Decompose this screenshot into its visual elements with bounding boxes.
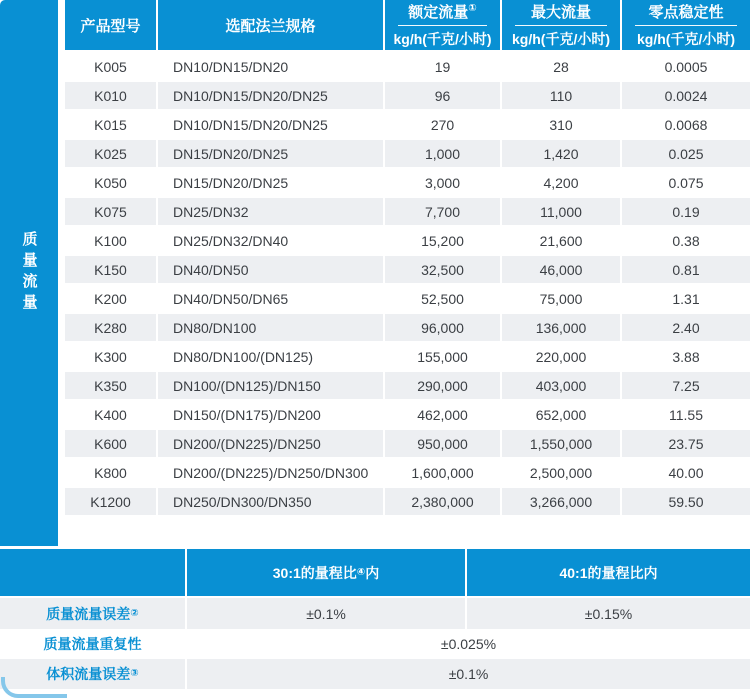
cell-flange: DN25/DN32	[158, 198, 385, 227]
table-row	[65, 111, 750, 140]
volume-flow-error-label: 体积流量误差	[46, 666, 131, 682]
cell-flange: DN15/DN20/DN25	[158, 140, 385, 169]
cell-max-flow: 310	[502, 111, 622, 140]
cell-rated-flow: 3,000	[385, 169, 502, 198]
mass-flow-error-label-cell: 质量流量误差 ②	[0, 598, 187, 629]
turndown-40-text: 40:1的量程比	[559, 564, 644, 581]
cell-max-flow: 110	[502, 82, 622, 111]
cell-model: K350	[65, 372, 158, 401]
cell-model: K010	[65, 82, 158, 111]
cell-zero-stability: 0.0068	[622, 111, 750, 140]
table-row	[65, 430, 750, 459]
cell-model: K200	[65, 285, 158, 314]
cell-zero-stability: 11.55	[622, 401, 750, 430]
cell-rated-flow: 32,500	[385, 256, 502, 285]
col-header-model-label: 产品型号	[80, 17, 141, 35]
table-row	[65, 314, 750, 343]
table-row	[65, 401, 750, 430]
table-row	[65, 459, 750, 488]
mass-flow-error-row	[0, 598, 750, 629]
flow-spec-table	[65, 0, 750, 517]
mass-flow-error-30-value: ±0.1%	[187, 598, 467, 629]
col-header-zero-stability-unit: kg/h(千克/小时)	[637, 31, 735, 47]
cell-max-flow: 4,200	[502, 169, 622, 198]
cell-model: K1200	[65, 488, 158, 517]
volume-flow-error-value: ±0.1%	[187, 659, 750, 689]
cell-rated-flow: 462,000	[385, 401, 502, 430]
cell-rated-flow: 96,000	[385, 314, 502, 343]
cell-flange: DN80/DN100/(DN125)	[158, 343, 385, 372]
col-header-flange-label: 选配法兰规格	[225, 17, 316, 35]
cell-flange: DN40/DN50	[158, 256, 385, 285]
turndown-30-header: 30:1的量程比 ④ 内	[187, 549, 467, 596]
cell-zero-stability: 1.31	[622, 285, 750, 314]
turndown-30-suffix: 内	[365, 564, 380, 581]
mass-flow-repeatability-value: ±0.025%	[187, 631, 750, 657]
turndown-40-suffix: 内	[643, 564, 658, 581]
mass-flow-error-40-value: ±0.15%	[467, 598, 750, 629]
turndown-header-row	[0, 549, 750, 596]
cell-flange: DN100/(DN125)/DN150	[158, 372, 385, 401]
table-header-row	[65, 0, 750, 53]
cell-max-flow: 1,420	[502, 140, 622, 169]
cell-flange: DN150/(DN175)/DN200	[158, 401, 385, 430]
footnote-1-marker: ①	[468, 3, 477, 14]
cell-zero-stability: 0.81	[622, 256, 750, 285]
cell-max-flow: 652,000	[502, 401, 622, 430]
cell-zero-stability: 0.19	[622, 198, 750, 227]
cell-flange: DN200/(DN225)/DN250	[158, 430, 385, 459]
table-row	[65, 256, 750, 285]
volume-flow-error-row	[0, 659, 750, 689]
table-row	[65, 372, 750, 401]
cell-zero-stability: 59.50	[622, 488, 750, 517]
cell-model: K075	[65, 198, 158, 227]
cell-model: K600	[65, 430, 158, 459]
cell-zero-stability: 0.025	[622, 140, 750, 169]
col-header-flange	[158, 0, 385, 53]
volume-flow-error-label-cell: 体积流量误差 ③	[0, 659, 187, 689]
cell-flange: DN80/DN100	[158, 314, 385, 343]
table-row	[65, 140, 750, 169]
decorative-corner-border	[1, 677, 67, 698]
cell-flange: DN10/DN15/DN20/DN25	[158, 111, 385, 140]
accuracy-section	[0, 549, 750, 689]
table-row	[65, 343, 750, 372]
cell-rated-flow: 19	[385, 53, 502, 82]
cell-max-flow: 46,000	[502, 256, 622, 285]
cell-model: K400	[65, 401, 158, 430]
table-row	[65, 488, 750, 517]
cell-rated-flow: 2,380,000	[385, 488, 502, 517]
cell-rated-flow: 155,000	[385, 343, 502, 372]
mass-flow-repeatability-label-cell	[0, 631, 187, 657]
cell-max-flow: 220,000	[502, 343, 622, 372]
cell-rated-flow: 290,000	[385, 372, 502, 401]
col-header-rated-flow	[385, 0, 502, 53]
table-row	[65, 169, 750, 198]
cell-zero-stability: 2.40	[622, 314, 750, 343]
cell-model: K025	[65, 140, 158, 169]
table-row	[65, 82, 750, 111]
cell-rated-flow: 15,200	[385, 227, 502, 256]
cell-zero-stability: 7.25	[622, 372, 750, 401]
col-header-rated-flow-unit: kg/h(千克/小时)	[393, 31, 492, 47]
table-body	[65, 53, 750, 517]
table-row	[65, 285, 750, 314]
cell-model: K280	[65, 314, 158, 343]
cell-model: K050	[65, 169, 158, 198]
col-header-model	[65, 0, 158, 53]
cell-rated-flow: 7,700	[385, 198, 502, 227]
cell-max-flow: 403,000	[502, 372, 622, 401]
cell-model: K015	[65, 111, 158, 140]
cell-max-flow: 28	[502, 53, 622, 82]
cell-max-flow: 136,000	[502, 314, 622, 343]
cell-zero-stability: 0.0005	[622, 53, 750, 82]
cell-flange: DN25/DN32/DN40	[158, 227, 385, 256]
cell-zero-stability: 0.38	[622, 227, 750, 256]
cell-rated-flow: 1,600,000	[385, 459, 502, 488]
cell-rated-flow: 52,500	[385, 285, 502, 314]
col-header-zero-stability-label: 零点稳定性	[648, 4, 724, 21]
cell-flange: DN15/DN20/DN25	[158, 169, 385, 198]
col-header-zero-stability	[622, 0, 750, 53]
turndown-30-text: 30:1的量程比	[272, 564, 357, 581]
cell-max-flow: 1,550,000	[502, 430, 622, 459]
category-label: 质量流量	[20, 231, 38, 315]
cell-zero-stability: 3.88	[622, 343, 750, 372]
cell-model: K005	[65, 53, 158, 82]
mass-flow-repeatability-label: 质量流量重复性	[43, 636, 142, 652]
cell-max-flow: 11,000	[502, 198, 622, 227]
cell-flange: DN40/DN50/DN65	[158, 285, 385, 314]
cell-max-flow: 21,600	[502, 227, 622, 256]
table-row	[65, 227, 750, 256]
mass-flow-error-label: 质量流量误差	[46, 605, 131, 622]
cell-max-flow: 75,000	[502, 285, 622, 314]
cell-max-flow: 2,500,000	[502, 459, 622, 488]
col-header-max-flow-unit: kg/h(千克/小时)	[512, 31, 610, 47]
cell-flange: DN10/DN15/DN20/DN25	[158, 82, 385, 111]
table-row	[65, 53, 750, 82]
table-row	[65, 198, 750, 227]
cell-rated-flow: 950,000	[385, 430, 502, 459]
cell-rated-flow: 270	[385, 111, 502, 140]
col-header-max-flow-label: 最大流量	[530, 4, 591, 21]
cell-flange: DN250/DN300/DN350	[158, 488, 385, 517]
cell-model: K100	[65, 227, 158, 256]
mass-flow-repeatability-row	[0, 631, 750, 657]
cell-model: K300	[65, 343, 158, 372]
category-sidebar	[0, 0, 58, 546]
col-header-rated-flow-label: 额定流量	[408, 4, 469, 21]
cell-flange: DN10/DN15/DN20	[158, 53, 385, 82]
cell-zero-stability: 40.00	[622, 459, 750, 488]
cell-rated-flow: 1,000	[385, 140, 502, 169]
cell-zero-stability: 23.75	[622, 430, 750, 459]
cell-model: K800	[65, 459, 158, 488]
cell-max-flow: 3,266,000	[502, 488, 622, 517]
cell-rated-flow: 96	[385, 82, 502, 111]
turndown-header-spacer	[0, 549, 187, 596]
cell-zero-stability: 0.075	[622, 169, 750, 198]
cell-model: K150	[65, 256, 158, 285]
turndown-40-header	[467, 549, 750, 596]
cell-zero-stability: 0.0024	[622, 82, 750, 111]
col-header-max-flow	[502, 0, 622, 53]
cell-flange: DN200/(DN225)/DN250/DN300	[158, 459, 385, 488]
